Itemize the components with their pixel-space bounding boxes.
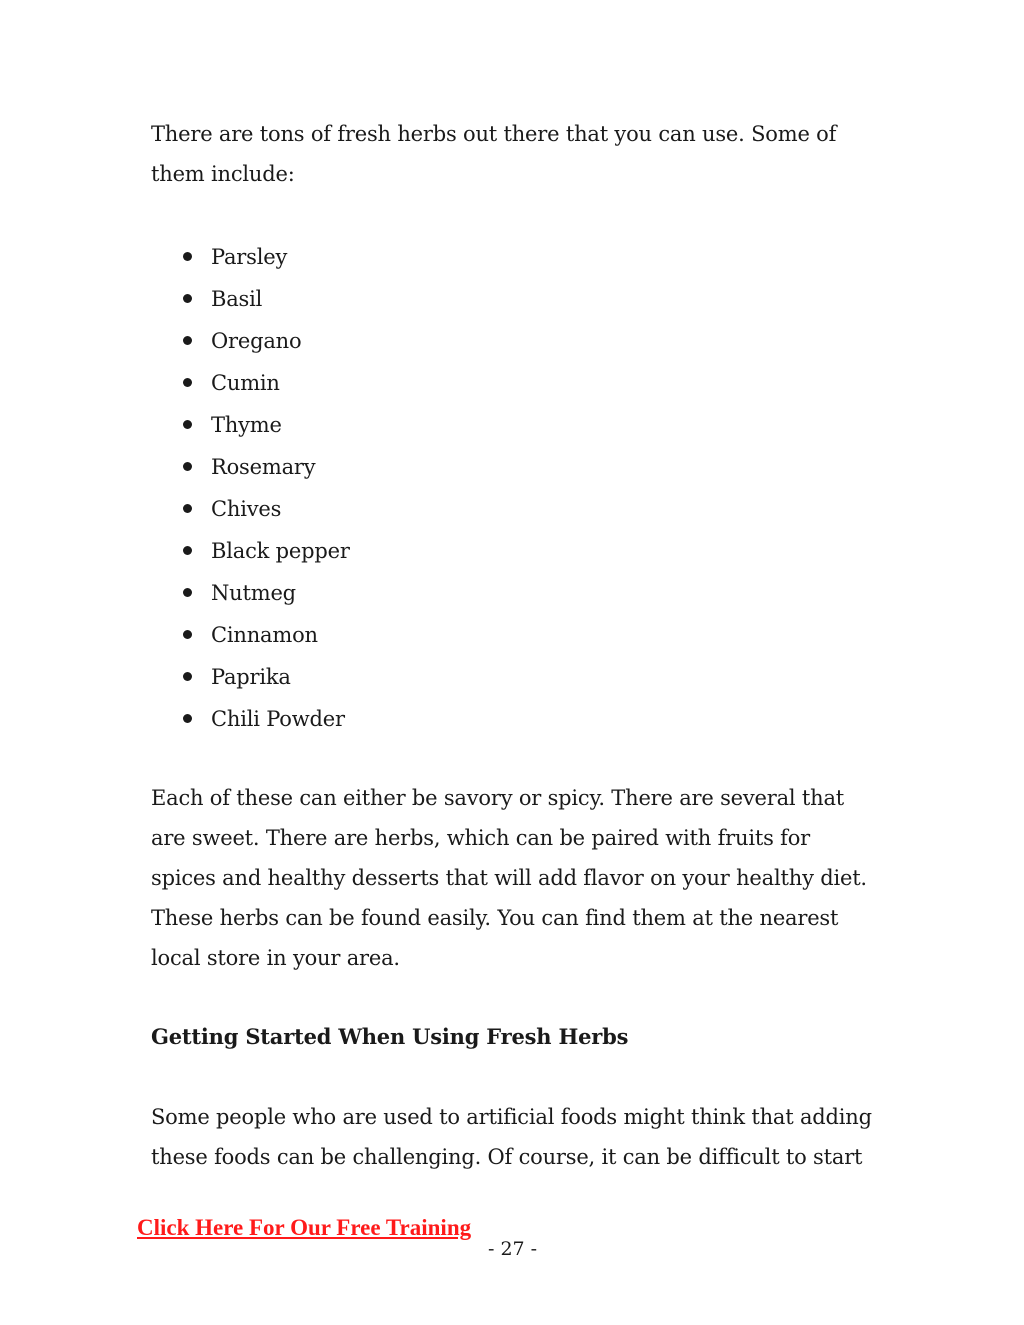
list-item: [151, 320, 350, 362]
herb-name: Thyme: [211, 413, 282, 437]
herb-name: Parsley: [211, 245, 288, 269]
page-number: - 27 -: [488, 1238, 538, 1260]
bullet-icon: [183, 630, 192, 639]
herb-name: Cinnamon: [211, 623, 318, 647]
bullet-icon: [183, 672, 192, 681]
bullet-icon: [183, 588, 192, 597]
bullet-icon: [183, 546, 192, 555]
bullet-icon: [183, 420, 192, 429]
list-item: [151, 278, 350, 320]
list-item: [151, 488, 350, 530]
herb-name: Paprika: [211, 665, 291, 689]
list-item: [151, 614, 350, 656]
bullet-icon: [183, 714, 192, 723]
herb-name: Basil: [211, 287, 263, 311]
herb-name: Oregano: [211, 329, 302, 353]
herb-list: [151, 236, 350, 740]
list-item: [151, 404, 350, 446]
herb-name: Nutmeg: [211, 581, 296, 605]
intro-paragraph: There are tons of fresh herbs out there that you can use. Some of them include:: [151, 122, 837, 186]
list-item: [151, 572, 350, 614]
herb-name: Black pepper: [211, 539, 350, 563]
list-item: [151, 656, 350, 698]
final-paragraph: Some people who are used to artificial foods might think that adding these foods can be challenging. Of course, it can be difficult to start: [151, 1105, 872, 1169]
herb-name: Chives: [211, 497, 282, 521]
herb-name: Chili Powder: [211, 707, 345, 731]
list-item: [151, 362, 350, 404]
herb-name: Cumin: [211, 371, 280, 395]
bullet-icon: [183, 378, 192, 387]
list-item: [151, 698, 350, 740]
bullet-icon: [183, 294, 192, 303]
list-item: [151, 530, 350, 572]
bullet-icon: [183, 462, 192, 471]
herb-name: Rosemary: [211, 455, 316, 479]
list-item: [151, 236, 350, 278]
section-heading: Getting Started When Using Fresh Herbs: [151, 1024, 629, 1049]
bullet-icon: [183, 336, 192, 345]
free-training-link[interactable]: Click Here For Our Free Training: [137, 1215, 472, 1240]
body-paragraph: Each of these can either be savory or spicy. There are several that are sweet. There are herbs, which can be paired with fruits for spices and healthy desserts that will add flavor on your healthy diet. These herbs can be found easily. You can find them at the nearest local store in your area.: [151, 786, 867, 970]
list-item: [151, 446, 350, 488]
bullet-icon: [183, 252, 192, 261]
bullet-icon: [183, 504, 192, 513]
